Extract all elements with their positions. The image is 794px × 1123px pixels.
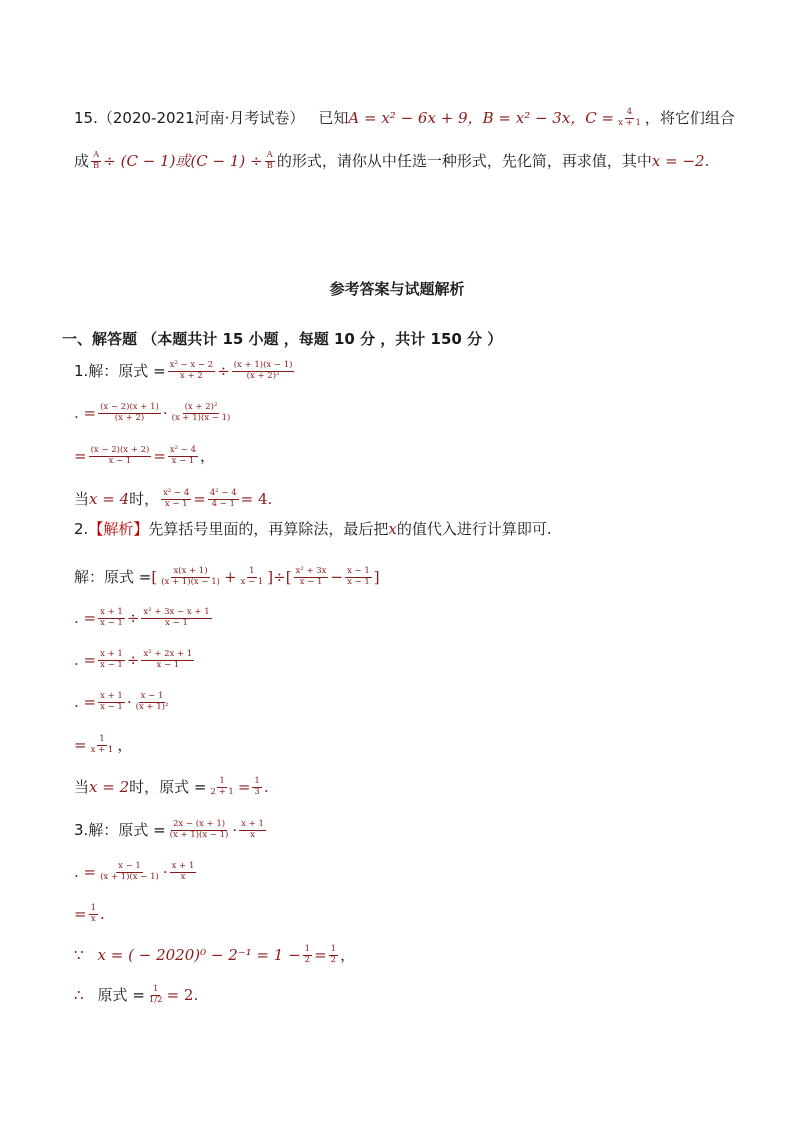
sol1-line-1 [74,361,296,382]
sol3-fh: $\frac{1}{1/2}$ [148,984,163,1005]
answer-heading: 参考答案与试题解析 [329,280,465,298]
sol3-x-expr: x = ( − 2020)⁰ − 2⁻¹ = 1 − [97,945,301,964]
sol3-line-2 [74,862,198,883]
sol2-line-6 [74,777,269,798]
sol2-fc: $\frac{\text{x² + 3x}}{x - 1}$ [295,566,327,587]
q15-line2-prefix: 成 [74,151,90,170]
sol3-fd: $\frac{x + 1}{x}$ [171,861,195,882]
period: . [100,904,105,923]
eq-prefix: . = [74,608,97,627]
div-sign: ÷ [126,650,140,669]
sol1-f2: $\frac{(x + 1)(x - 1)}{\text{(x + 2)²}}$ [233,360,293,381]
sol2-fk: $\frac{x - 1}{\text{(x + 1)²}}$ [135,691,169,712]
div-sign: ÷ [273,567,286,586]
sol2-tag: 【解析】 [88,520,149,538]
q15-fraction-a-b-2: $\frac{A}{B}$ [266,150,273,171]
minus-sign: − [330,567,344,586]
sol3-final-label: 原式 = [97,985,145,1004]
sol2-solve-label: 解：原式 = [74,567,152,586]
div-sign: ÷ [126,608,140,627]
sol2-fb: $\frac{1}{x - 1}$ [240,566,264,587]
sol3-fe: $\frac{1}{x}$ [90,903,96,924]
q15-after-c: ，将它们组合 [644,108,735,127]
when-mid: 时，原式 = [129,777,207,796]
eq-sign: = [153,446,166,465]
sol2-fl: $\frac{1}{x + 1}$ [90,734,114,755]
sol1-f5: $\frac{(x - 2)(x + 2)}{x - 1}$ [90,445,150,466]
dot-sign: · [162,403,168,422]
sol1-line-2 [74,403,234,424]
sol2-line-4 [74,692,172,713]
bracket-left: [ [151,567,158,586]
sol1-f6: $\frac{\text{x² − 4}}{x - 1}$ [169,445,197,466]
eq-prefix: . = [74,403,97,422]
sol2-fj: $\frac{x + 1}{x - 1}$ [100,691,123,712]
sol1-f3: $\frac{(x - 2)(x + 1)}{(x + 2)}$ [100,402,159,423]
sol2-line-3 [74,650,196,671]
q15-fraction-a-b: $\frac{A}{B}$ [93,150,100,171]
div-sign: ÷ [217,361,230,380]
q15-x-value: x = −2. [651,151,710,170]
sol3-ff: $\frac{1}{2}$ [304,944,311,965]
q15-number: 15. [74,108,98,127]
sol2-analysis-x: x [388,520,397,538]
plus-sign: + [223,567,237,586]
sol2-fg: $\frac{\text{x² + 3x − x + 1}}{x - 1}$ [143,607,210,628]
sol1-line-4 [74,489,272,510]
comma: ， [117,735,133,754]
because-symbol: ∵ [74,945,84,964]
dot-sign: · [232,820,238,839]
dot-sign: · [126,692,132,711]
sol1-f1: $\frac{\text{x² − x − 2}}{x + 2}$ [169,360,214,381]
sol2-fh: $\frac{x + 1}{x - 1}$ [100,649,123,670]
comma: ， [200,446,216,465]
comma: ， [340,945,356,964]
sol1-line-3 [74,446,215,467]
bracket-left: [ [285,567,292,586]
sol3-fg: $\frac{1}{2}$ [330,944,337,965]
when-label: 当 [74,489,90,508]
sol2-analysis-end: 的值代入进行计算即可. [396,520,552,538]
eq-sign: = [74,446,87,465]
sol2-fd: $\frac{x - 1}{x - 1}$ [347,566,370,587]
bracket-right: ] [373,567,380,586]
q15-op1: ÷ (C − 1)或(C − 1) ÷ [103,151,263,170]
when-label: 当 [74,777,90,796]
sol1-f4: $\frac{\text{(x + 2)²}}{(x + 1)(x - 1)}$ [171,402,231,423]
eq-sign: = [74,904,87,923]
sol2-line-5 [74,735,132,756]
sol2-number: 2. [74,520,89,538]
sol2-fn: $\frac{1}{3}$ [254,776,260,797]
q15-b-expr: B = x² − 3x， [482,108,586,127]
sol1-f7: $\frac{\text{x² − 4}}{x - 1}$ [163,488,190,509]
q15-source: （2020-2021河南·月考试卷） [97,108,305,127]
when-x: x = 4 [89,489,130,508]
eq-sign: = [237,777,251,796]
sol3-line-3 [74,904,105,925]
sol2-fe: $\frac{x + 1}{x - 1}$ [100,607,123,628]
sol3-label: 3.解：原式 = [74,820,166,839]
q15-c-fraction: $\frac{4}{x + 1}$ [618,107,641,128]
eq-prefix: . = [74,862,97,881]
eq-sign: = [193,489,206,508]
sol2-fa: $\frac{x(x + 1)}{(x + 1)(x - 1)}$ [161,566,220,587]
sol2-fi: $\frac{\text{x² + 2x + 1}}{x - 1}$ [143,649,193,670]
q15-line2-text: 的形式，请你从中任选一种形式，先化简，再求值，其中 [276,151,652,170]
eq-sign: = [74,735,87,754]
sol3-line-4 [74,945,355,966]
sol1-label: 1.解：原式 = [74,361,166,380]
period: . [263,777,269,796]
therefore-symbol: ∴ [74,985,84,1004]
sol3-fa: $\frac{2x - (x + 1)}{(x + 1)(x - 1)}$ [169,819,229,840]
when-x: x = 2 [89,777,130,796]
sol2-fm: $\frac{1}{2 + 1}$ [210,776,234,797]
sol3-line-1 [74,820,268,841]
sol2-analysis-line [74,522,552,537]
sol3-final-result: = 2. [166,985,199,1004]
eq-prefix: . = [74,650,97,669]
sol2-line-2 [74,608,214,629]
sol1-f8: $\frac{\text{4² − 4}}{4 - 1}$ [209,488,237,509]
dot-sign: · [162,862,168,881]
q15-line-1 [74,108,735,129]
sol3-line-5 [74,985,198,1006]
sol3-fc: $\frac{x - 1}{(x + 1)(x - 1)}$ [100,861,159,882]
sol3-fb: $\frac{x + 1}{x}$ [241,819,264,840]
q15-given: 已知 [318,108,349,127]
sol2-line-1 [74,567,380,588]
when-suffix: 时， [129,489,160,508]
sol1-result: = 4. [240,489,273,508]
section-title: 一、解答题 （本题共计 15 小题 ，每题 10 分 ，共计 150 分 ） [62,330,503,348]
q15-c-lhs: C = [585,108,615,127]
q15-line-2 [74,151,709,172]
q15-a-expr: A = x² − 6x + 9， [348,108,483,127]
eq-prefix: . = [74,692,97,711]
eq-sign: = [314,945,327,964]
bracket-right: ] [267,567,274,586]
sol2-analysis: 先算括号里面的，再算除法，最后把 [148,520,389,538]
